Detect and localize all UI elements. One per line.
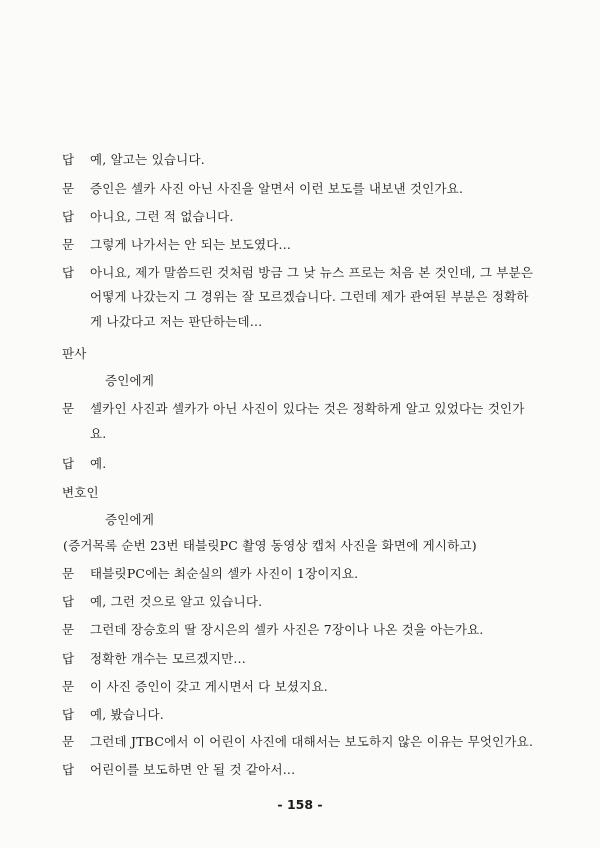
line-text: 그렇게 나가서는 안 되는 보도였다... [90,237,292,252]
line-text: 예. [90,456,107,471]
line-text: 이 사진 증인이 갖고 게시면서 다 보셨지요. [90,679,328,694]
procedure-note: (증거목록 순번 23번 태블릿PC 촬영 동영상 캡처 사진을 화면에 게시하고) [63,538,477,553]
line-text: 예, 알고는 있습니다. [90,152,205,167]
speaker-label: 문 [62,734,75,749]
speaker-label: 답 [62,651,75,666]
line-text: 예, 그런 것으로 알고 있습니다. [90,594,263,609]
continuation-line: 어떻게 나갔는지 그 경위는 잘 모르겠습니다. 그런데 제가 관여된 부분은 정확하 [90,289,529,304]
line-text: 정확한 개수는 모르겠지만... [90,651,246,666]
section-heading: 변호인 [62,485,99,500]
continuation-line: 게 나갔다고 저는 판단하는데... [90,314,263,329]
line-text: 셀카인 사진과 셀카가 아닌 사진이 있다는 것은 정확하게 알고 있었다는 것인가 [90,401,525,416]
line-text: 그런데 장승호의 딸 장시은의 셀카 사진은 7장이나 나온 것을 아는가요. [90,622,484,637]
speaker-label: 문 [62,237,75,252]
line-text: 아니요, 제가 말씀드린 것처럼 방금 그 낮 뉴스 프로는 처음 본 것인데, 그 부분은 [90,265,534,280]
speaker-label: 답 [62,594,75,609]
speaker-label: 답 [62,152,75,167]
line-text: 어린이를 보도하면 안 될 것 같아서... [90,762,296,777]
speaker-label: 답 [62,456,75,471]
address-line: 증인에게 [105,512,155,527]
speaker-label: 답 [62,209,75,224]
line-text: 그런데 JTBC에서 이 어린이 사진에 대해서는 보도하지 않은 이유는 무엇인가요. [90,734,534,749]
speaker-label: 문 [62,181,75,196]
speaker-label: 문 [62,679,75,694]
line-text: 증인은 셀카 사진 아닌 사진을 알면서 이런 보도를 내보낸 것인가요. [90,181,464,196]
speaker-label: 문 [62,401,75,416]
speaker-label: 문 [62,622,75,637]
line-text: 태블릿PC에는 최순실의 셀카 사진이 1장이지요. [90,566,359,581]
address-line: 증인에게 [105,373,155,388]
speaker-label: 문 [62,566,75,581]
continuation-line: 요. [90,426,107,441]
line-text: 아니요, 그런 적 없습니다. [90,209,234,224]
speaker-label: 답 [62,707,75,722]
section-heading: 판사 [62,346,87,361]
line-text: 예, 봤습니다. [90,707,164,722]
speaker-label: 답 [62,762,75,777]
speaker-label: 답 [62,265,75,280]
page-number: - 158 - [277,797,323,812]
